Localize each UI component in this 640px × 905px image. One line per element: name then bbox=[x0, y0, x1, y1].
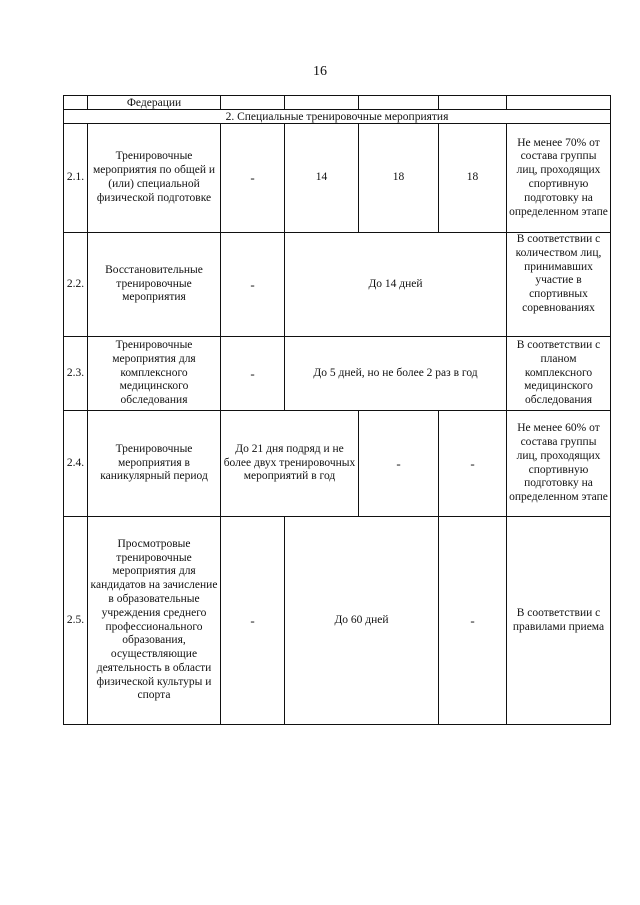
row-number: 2.3. bbox=[64, 337, 88, 411]
value-cell: 18 bbox=[439, 124, 507, 233]
event-name: Тренировочные мероприятия для комплексного медицинского обследования bbox=[88, 337, 221, 411]
row-number: 2.2. bbox=[64, 233, 88, 337]
note-cell: Не менее 60% от состава группы лиц, проходящих спортивную подготовку на определенном этапе bbox=[507, 411, 611, 517]
row-number: 2.5. bbox=[64, 517, 88, 725]
event-name: Тренировочные мероприятия по общей и (или) специальной физической подготовке bbox=[88, 124, 221, 233]
note-cell: В соответствии с правилами приема bbox=[507, 517, 611, 725]
event-name: Просмотровые тренировочные мероприятия для кандидатов на зачисление в образовательные учреждения среднего профессионального образования, осуществляющие деятельность в области физической культуры и спорта bbox=[88, 517, 221, 725]
section-row bbox=[64, 110, 611, 124]
value-cell: - bbox=[221, 233, 285, 337]
header-label: Федерации bbox=[88, 96, 221, 110]
value-cell: 18 bbox=[359, 124, 439, 233]
value-cell: - bbox=[221, 124, 285, 233]
table-row bbox=[64, 411, 611, 517]
training-events-table bbox=[63, 95, 611, 725]
merged-value-cell: До 21 дня подряд и не более двух тренировочных мероприятий в год bbox=[221, 411, 359, 517]
note-cell: В соответствии с планом комплексного медицинского обследования bbox=[507, 337, 611, 411]
value-cell: - bbox=[439, 411, 507, 517]
value-cell: - bbox=[359, 411, 439, 517]
table-row bbox=[64, 517, 611, 725]
section-title: 2. Специальные тренировочные мероприятия bbox=[64, 110, 611, 124]
note-cell: Не менее 70% от состава группы лиц, проходящих спортивную подготовку на определенном этапе bbox=[507, 124, 611, 233]
event-name: Восстановительные тренировочные мероприятия bbox=[88, 233, 221, 337]
value-cell: 14 bbox=[285, 124, 359, 233]
merged-value-cell: До 60 дней bbox=[285, 517, 439, 725]
row-number: 2.1. bbox=[64, 124, 88, 233]
value-cell: - bbox=[221, 337, 285, 411]
table-row bbox=[64, 124, 611, 233]
merged-value-cell: До 5 дней, но не более 2 раз в год bbox=[285, 337, 507, 411]
header-row bbox=[64, 96, 611, 110]
value-cell: - bbox=[221, 517, 285, 725]
note-cell: В соответствии с количеством лиц, принимавших участие в спортивных соревнованиях bbox=[507, 233, 611, 337]
row-number: 2.4. bbox=[64, 411, 88, 517]
event-name: Тренировочные мероприятия в каникулярный период bbox=[88, 411, 221, 517]
merged-value-cell: До 14 дней bbox=[285, 233, 507, 337]
page-number: 16 bbox=[313, 64, 327, 79]
table-row bbox=[64, 337, 611, 411]
header-num-cell bbox=[64, 96, 88, 110]
table-row bbox=[64, 233, 611, 337]
value-cell: - bbox=[439, 517, 507, 725]
